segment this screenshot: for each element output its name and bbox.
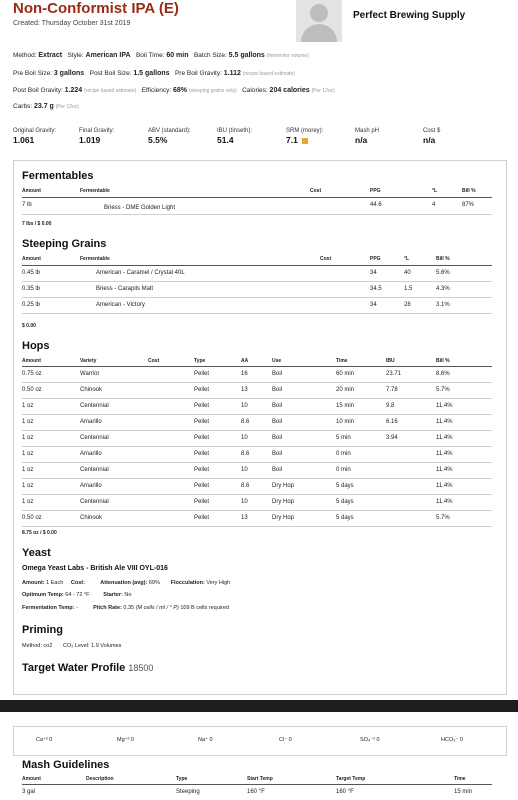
fermentables-total: 7 lbs / $ 0.00 xyxy=(22,221,52,227)
hop-type: Pellet xyxy=(194,403,210,409)
stat-final-gravity xyxy=(79,128,114,145)
hop-aa: 8.6 xyxy=(241,483,250,489)
hop-variety: Amarillo xyxy=(80,419,102,425)
yeast-fermentation-temp-label: Fermentation Temp: xyxy=(22,605,75,611)
mash-start-temp: 160 °F xyxy=(247,789,265,795)
post-boil-gravity-label: Post Boil Gravity: xyxy=(13,87,63,94)
hop-type: Pellet xyxy=(194,419,210,425)
stat-srm xyxy=(286,128,323,145)
stat-label: Cost $ xyxy=(423,128,441,134)
info-line-2 xyxy=(13,70,295,77)
hop-amount: 1 oz xyxy=(22,499,34,505)
row-divider xyxy=(22,494,492,495)
mash-type: Steeping xyxy=(176,789,200,795)
stat-label: Final Gravity: xyxy=(79,128,115,134)
hop-amount: 1 oz xyxy=(22,451,34,457)
hop-aa: 10 xyxy=(241,467,248,473)
stat-abv xyxy=(148,128,191,145)
post-boil-gravity-note: (recipe based estimate) xyxy=(84,88,137,94)
mash-amount: 3 gal xyxy=(22,789,36,795)
hop-variety: Centennial xyxy=(80,499,109,505)
hop-variety: Amarillo xyxy=(80,483,102,489)
hop-time: 20 min xyxy=(336,387,355,393)
hop-variety: Centennial xyxy=(80,435,109,441)
pre-boil-size-value: 3 gallons xyxy=(53,70,85,77)
row-divider xyxy=(22,382,492,383)
stat-label: ABV (standard): xyxy=(148,128,191,134)
stat-srm-value-wrap xyxy=(286,135,323,145)
hop-use: Dry Hop xyxy=(272,499,295,505)
ion-value: 0 xyxy=(130,737,134,743)
yeast-pitch-rate-unit: (M cells / ml / ° P) xyxy=(135,605,179,611)
hop-aa: 13 xyxy=(241,387,248,393)
hop-bill: 11.4% xyxy=(436,499,453,505)
col-type: Type xyxy=(176,776,188,782)
hop-aa: 16 xyxy=(241,371,248,377)
col-ppg: PPG xyxy=(370,256,381,262)
priming-method-label: Method: xyxy=(22,643,42,649)
ion-label: HCO₃⁻ xyxy=(441,737,460,743)
stat-value: n/a xyxy=(423,135,436,145)
info-line-3 xyxy=(13,87,335,94)
yeast-fermentation-temp: - xyxy=(76,605,78,611)
hop-aa: 10 xyxy=(241,499,248,505)
priming-method: co2 xyxy=(43,643,53,649)
hop-variety: Centennial xyxy=(80,467,109,473)
batch-size-label: Batch Size: xyxy=(193,52,227,59)
yeast-pitch-rate-label: Pitch Rate: xyxy=(93,605,122,611)
hop-amount: 0.75 oz xyxy=(22,371,42,377)
hop-bill: 5.7% xyxy=(436,387,450,393)
yeast-amount: 1 Each xyxy=(46,580,64,586)
hop-ibu: 23.71 xyxy=(386,371,402,377)
mash-time: 15 min xyxy=(454,789,473,795)
row-divider xyxy=(22,430,492,431)
header-divider xyxy=(22,265,492,266)
carbs-value: 23.7 g xyxy=(33,103,54,110)
hop-amount: 1 oz xyxy=(22,419,34,425)
pre-boil-gravity-note: (recipe based estimate) xyxy=(242,71,295,77)
ion-label: Mg⁺² xyxy=(117,737,131,743)
ion-value: 0 xyxy=(288,737,292,743)
header-divider xyxy=(22,366,492,367)
yeast-line-3 xyxy=(22,605,229,611)
info-line-4 xyxy=(13,103,79,110)
stat-value: 5.5% xyxy=(148,135,168,145)
mash-target-temp: 160 °F xyxy=(336,789,354,795)
hop-bill: 11.4% xyxy=(436,435,453,441)
col-cost: Cost xyxy=(310,188,322,194)
post-boil-size-value: 1.5 gallons xyxy=(133,70,170,77)
hop-time: 5 min xyxy=(336,435,351,441)
hop-use: Boil xyxy=(272,419,283,425)
hop-bill: 8.6% xyxy=(436,371,450,377)
carbs-note: (Per 12oz) xyxy=(55,104,79,110)
fermentable-ppg: 44.6 xyxy=(370,202,382,208)
col-bill: Bill % xyxy=(436,358,450,364)
efficiency-value: 68% xyxy=(173,87,188,94)
yeast-line-2 xyxy=(22,592,131,598)
carbs-label: Carbs: xyxy=(13,103,33,110)
hop-use: Dry Hop xyxy=(272,483,295,489)
col-time: Time xyxy=(454,776,466,782)
col-time: Time xyxy=(336,358,348,364)
hop-aa: 13 xyxy=(241,515,248,521)
hop-use: Boil xyxy=(272,467,283,473)
ion-value: 0 xyxy=(376,737,380,743)
fermentable-lovibond: 4 xyxy=(432,202,436,208)
fermentable-bill: 87% xyxy=(462,202,475,208)
water-ion-hco3 xyxy=(441,737,463,743)
row-divider xyxy=(22,462,492,463)
row-divider xyxy=(22,510,492,511)
row-divider xyxy=(22,313,492,314)
col-lovibond: °L xyxy=(432,188,438,194)
row-divider xyxy=(22,446,492,447)
boil-time-value: 60 min xyxy=(166,52,189,59)
fermentables-heading: Fermentables xyxy=(22,170,94,182)
yeast-pitch-rate-cells: 109 B cells required xyxy=(180,605,229,611)
water-profile-heading xyxy=(22,662,153,674)
yeast-line-1 xyxy=(22,580,230,586)
row-divider xyxy=(22,526,492,527)
hop-use: Boil xyxy=(272,387,283,393)
hop-amount: 1 oz xyxy=(22,467,34,473)
steeping-lovibond: 1.5 xyxy=(404,286,413,292)
calories-note: (Per 12oz) xyxy=(311,88,335,94)
header-divider xyxy=(22,197,492,198)
efficiency-note: (steeping grains only) xyxy=(188,88,237,94)
created-date: Created: Thursday October 31st 2019 xyxy=(13,20,131,27)
ion-value: 0 xyxy=(209,737,213,743)
col-aa: AA xyxy=(241,358,249,364)
pre-boil-gravity-value: 1.112 xyxy=(223,70,241,77)
recipe-title: Non-Conformist IPA (E) xyxy=(13,0,179,17)
hop-variety: Amarillo xyxy=(80,451,102,457)
hop-time: 60 min xyxy=(336,371,355,377)
priming-co2: 1.9 Volumes xyxy=(91,643,122,649)
fermentable-amount: 7 lb xyxy=(22,202,32,208)
steeping-total: $ 0.00 xyxy=(22,323,36,329)
hop-ibu: 3.94 xyxy=(386,435,398,441)
stat-mash-ph xyxy=(355,128,379,145)
col-cost: Cost xyxy=(320,256,332,262)
col-cost: Cost xyxy=(148,358,160,364)
col-bill: Bill % xyxy=(462,188,476,194)
col-variety: Variety xyxy=(80,358,97,364)
water-profile-value: 18500 xyxy=(128,663,154,673)
srm-color-swatch xyxy=(302,138,308,144)
row-divider xyxy=(22,414,492,415)
yeast-heading: Yeast xyxy=(22,547,51,559)
col-lovibond: °L xyxy=(404,256,410,262)
hop-bill: 11.4% xyxy=(436,451,453,457)
ion-label: SO₄⁻² xyxy=(360,737,377,743)
col-amount: Amount xyxy=(22,188,41,194)
steeping-bill: 4.3% xyxy=(436,286,450,292)
hop-bill: 5.7% xyxy=(436,515,450,521)
col-target-temp: Target Temp xyxy=(336,776,366,782)
stat-label: Original Gravity: xyxy=(13,128,57,134)
col-amount: Amount xyxy=(22,256,41,262)
hops-heading: Hops xyxy=(22,340,50,352)
hop-bill: 11.4% xyxy=(436,419,453,425)
hop-amount: 1 oz xyxy=(22,483,34,489)
hop-time: 0 min xyxy=(336,467,351,473)
hop-amount: 1 oz xyxy=(22,403,34,409)
water-ion-na xyxy=(198,737,213,743)
page-break-bar xyxy=(0,700,518,712)
hop-type: Pellet xyxy=(194,387,210,393)
stat-value: n/a xyxy=(355,135,368,145)
col-bill: Bill % xyxy=(436,256,450,262)
stat-label: Mash pH xyxy=(355,128,380,134)
stat-value: 51.4 xyxy=(217,135,234,145)
col-use: Use xyxy=(272,358,282,364)
stat-label: SRM (morey): xyxy=(286,128,324,134)
pre-boil-gravity-label: Pre Boil Gravity: xyxy=(174,70,222,77)
avatar-head-shape xyxy=(310,4,328,22)
row-divider xyxy=(22,478,492,479)
hop-time: 10 min xyxy=(336,419,355,425)
row-divider xyxy=(22,214,492,215)
method-label: Method: xyxy=(13,52,37,59)
method-value: Extract xyxy=(38,52,63,59)
col-fermentable: Fermentable xyxy=(80,256,110,262)
row-divider xyxy=(22,281,492,282)
row-divider xyxy=(22,398,492,399)
water-profile-title: Target Water Profile xyxy=(22,662,126,674)
hop-aa: 8.6 xyxy=(241,419,250,425)
hop-time: 5 days xyxy=(336,499,354,505)
yeast-optimum-temp-label: Optimum Temp: xyxy=(22,592,64,598)
hop-bill: 11.4% xyxy=(436,483,453,489)
hop-bill: 11.4% xyxy=(436,467,453,473)
row-divider xyxy=(22,297,492,298)
gravity-stats xyxy=(13,128,507,158)
col-description: Description xyxy=(86,776,114,782)
hop-amount: 0.50 oz xyxy=(22,387,42,393)
stat-cost xyxy=(423,128,440,145)
stat-value: 1.061 xyxy=(13,135,35,145)
hop-time: 5 days xyxy=(336,483,354,489)
post-boil-gravity-value: 1.224 xyxy=(64,87,83,94)
stat-value: 1.019 xyxy=(79,135,101,145)
steeping-grains-heading: Steeping Grains xyxy=(22,238,107,250)
pre-boil-size-label: Pre Boil Size: xyxy=(13,70,53,77)
yeast-flocculation-label: Flocculation: xyxy=(170,580,205,586)
col-amount: Amount xyxy=(22,776,41,782)
steeping-ppg: 34.5 xyxy=(370,286,382,292)
info-line-1 xyxy=(13,52,309,59)
efficiency-label: Efficiency: xyxy=(141,87,172,94)
steeping-amount: 0.25 lb xyxy=(22,302,41,308)
ion-label: Na⁺ xyxy=(198,737,210,743)
col-ibu: IBU xyxy=(386,358,395,364)
priming-co2-label: CO₂ Level: xyxy=(62,643,90,649)
style-value: American IPA xyxy=(85,52,131,59)
recipe-page-2 xyxy=(0,712,518,800)
hop-type: Pellet xyxy=(194,483,210,489)
stat-label: IBU (tinseth): xyxy=(217,128,253,134)
hop-time: 15 min xyxy=(336,403,355,409)
hop-time: 0 min xyxy=(336,451,351,457)
steeping-ppg: 34 xyxy=(370,302,377,308)
hop-variety: Chinook xyxy=(80,387,103,393)
mash-guidelines-heading: Mash Guidelines xyxy=(22,759,110,771)
hop-type: Pellet xyxy=(194,371,210,377)
hop-amount: 0.50 oz xyxy=(22,515,42,521)
water-ion-mg xyxy=(117,737,134,743)
yeast-flocculation: Very High xyxy=(206,580,231,586)
style-label: Style: xyxy=(67,52,84,59)
post-boil-size-label: Post Boil Size: xyxy=(89,70,132,77)
hop-ibu: 6.16 xyxy=(386,419,398,425)
yeast-pitch-rate: 0.35 xyxy=(123,605,135,611)
fermentable-name: Briess - DME Golden Light xyxy=(104,205,176,211)
ion-value: 0 xyxy=(49,737,53,743)
hop-type: Pellet xyxy=(194,435,210,441)
hop-amount: 1 oz xyxy=(22,435,34,441)
hop-aa: 10 xyxy=(241,403,248,409)
avatar xyxy=(296,0,342,42)
ion-label: Ca⁺² xyxy=(36,737,50,743)
batch-size-note: (fermentor volume) xyxy=(266,53,309,59)
water-ion-ca xyxy=(36,737,52,743)
yeast-cost-label: Cost: xyxy=(70,580,85,586)
water-ions-card xyxy=(13,726,507,756)
col-amount: Amount xyxy=(22,358,41,364)
steeping-lovibond: 28 xyxy=(404,302,411,308)
hop-aa: 8.6 xyxy=(241,451,250,457)
yeast-attenuation-label: Attenuation (avg): xyxy=(100,580,148,586)
hop-type: Pellet xyxy=(194,499,210,505)
boil-time-label: Boil Time: xyxy=(135,52,165,59)
col-ppg: PPG xyxy=(370,188,381,194)
steeping-lovibond: 40 xyxy=(404,270,411,276)
hop-aa: 10 xyxy=(241,435,248,441)
hop-variety: Chinook xyxy=(80,515,103,521)
steeping-name: American - Caramel / Crystal 40L xyxy=(96,270,185,276)
stat-ibu xyxy=(217,128,252,145)
hop-use: Boil xyxy=(272,451,283,457)
hop-ibu: 9.8 xyxy=(386,403,395,409)
hop-use: Boil xyxy=(272,371,283,377)
steeping-bill: 5.6% xyxy=(436,270,450,276)
stat-original-gravity xyxy=(13,128,56,145)
hop-ibu: 7.78 xyxy=(386,387,398,393)
hop-type: Pellet xyxy=(194,515,210,521)
hop-variety: Warrior xyxy=(80,371,100,377)
yeast-attenuation: 69% xyxy=(148,580,160,586)
steeping-name: American - Victory xyxy=(96,302,145,308)
hop-type: Pellet xyxy=(194,467,210,473)
hop-type: Pellet xyxy=(194,451,210,457)
steeping-name: Briess - Carapils Malt xyxy=(96,286,154,292)
yeast-starter: No xyxy=(124,592,132,598)
hop-use: Dry Hop xyxy=(272,515,295,521)
hop-use: Boil xyxy=(272,403,283,409)
col-start-temp: Start Temp xyxy=(247,776,273,782)
ion-value: 0 xyxy=(459,737,463,743)
yeast-optimum-temp: 64 - 72 °F xyxy=(65,592,90,598)
yeast-starter-label: Starter: xyxy=(103,592,123,598)
calories-label: Calories: xyxy=(242,87,268,94)
avatar-body-shape xyxy=(301,24,337,42)
hop-use: Boil xyxy=(272,435,283,441)
hop-variety: Centennial xyxy=(80,403,109,409)
brand-name: Perfect Brewing Supply xyxy=(353,10,466,21)
yeast-name: Omega Yeast Labs - British Ale VIII OYL-016 xyxy=(22,565,168,572)
priming-heading: Priming xyxy=(22,624,63,636)
stat-value: 7.1 xyxy=(286,135,298,145)
hop-time: 5 days xyxy=(336,515,354,521)
hop-bill: 11.4% xyxy=(436,403,453,409)
yeast-amount-label: Amount: xyxy=(22,580,45,586)
steeping-amount: 0.45 lb xyxy=(22,270,41,276)
water-ion-so4 xyxy=(360,737,380,743)
steeping-bill: 3.1% xyxy=(436,302,450,308)
water-ion-cl xyxy=(279,737,292,743)
batch-size-value: 5.5 gallons xyxy=(228,52,265,59)
steeping-amount: 0.35 lb xyxy=(22,286,41,292)
ion-label: Cl⁻ xyxy=(279,737,289,743)
priming-line xyxy=(22,643,121,649)
col-type: Type xyxy=(194,358,206,364)
steeping-ppg: 34 xyxy=(370,270,377,276)
header-divider xyxy=(22,784,492,785)
hops-total: 8.75 oz / $ 0.00 xyxy=(22,530,57,536)
col-fermentable: Fermentable xyxy=(80,188,110,194)
calories-value: 204 calories xyxy=(269,87,310,94)
